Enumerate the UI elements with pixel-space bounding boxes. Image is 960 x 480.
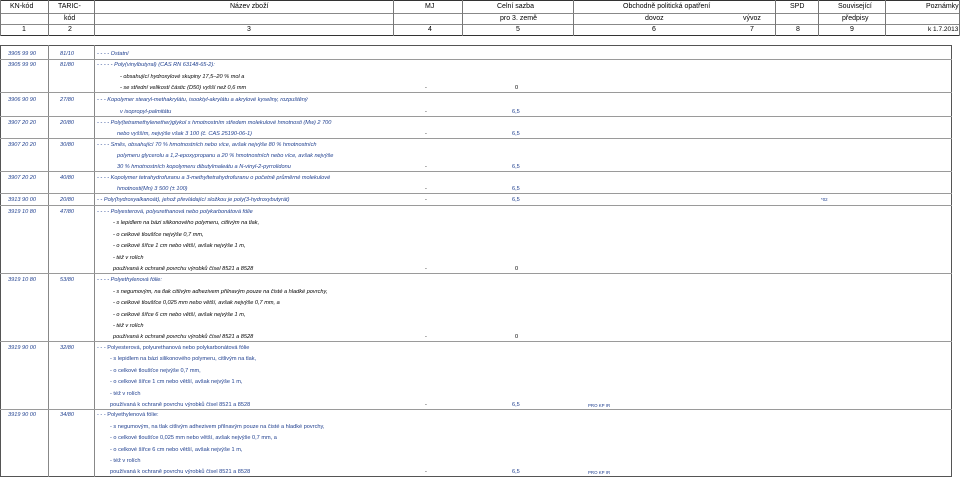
description-line: - o celkové tloušťce 0,025 mm nebo větší, avšak nejvýše 0,7 mm, a <box>113 300 280 306</box>
description-line: - - - - Polyethylenová fólie: <box>97 277 162 283</box>
kn-code: 3913 90 00 <box>8 197 36 203</box>
header-export: vývoz <box>743 15 761 22</box>
unit-value: - <box>425 85 427 91</box>
kn-code: 3907 20 20 <box>8 175 36 181</box>
unit-value: - <box>425 334 427 340</box>
header-description: Název zboží <box>230 3 269 10</box>
header-duty: Celní sazba <box>497 3 534 10</box>
kn-code: 3905 99 90 <box>8 51 36 57</box>
description-line: polymeru glycerolu a 1,2-epoxypropanu a 20 % hmotnostních nebo více, avšak nejvýše <box>117 153 334 159</box>
header-kn-code: KN-kód <box>10 3 34 10</box>
description-line: - - - Polyesterová, polyurethanová nebo polykarbonátová fólie <box>97 345 250 351</box>
header-third-countries: pro 3. země <box>500 15 537 22</box>
description-line: - obsahující hydroxylové skupiny 17,5–20 % mol a <box>120 74 245 80</box>
header-col-3: 3 <box>247 26 251 33</box>
duty-rate: 0 <box>515 266 519 272</box>
header-import: dovoz <box>645 15 664 22</box>
kn-code: 3905 99 90 <box>8 62 36 68</box>
description-line: - s negumovým, na tlak citlivým adhezivem přilnavým pouze na čisté a hladké povrchy, <box>113 289 328 295</box>
unit-value: - <box>425 469 427 475</box>
header-notes: Poznámky <box>926 3 959 10</box>
description-line: - - - - Ostatní <box>97 51 129 57</box>
description-line: používaná k ochraně povrchu výrobků čísel 8521 a 8528 <box>110 402 251 408</box>
unit-value: - <box>425 186 427 192</box>
duty-rate: 6,5 <box>512 131 520 137</box>
description-line: - o celkové tloušťce nejvýše 0,7 mm, <box>113 232 204 238</box>
unit-value: - <box>425 131 427 137</box>
description-line: nebo vyšším, nejvýše však 3 100 (č. CAS 25190-06-1) <box>117 131 252 137</box>
description-line: - o celkové šířce 6 cm nebo větší, avšak nejvýše 1 m, <box>113 312 246 318</box>
taric-code: 81/10 <box>60 51 74 57</box>
taric-code: 47/80 <box>60 209 74 215</box>
kn-code: 3907 20 20 <box>8 120 36 126</box>
description-line: - se střední velikostí částic (D50) vyšší než 0,6 mm <box>120 85 247 91</box>
note-badge: *02 <box>821 197 828 202</box>
header-col-9: 9 <box>850 26 854 33</box>
taric-code: 40/80 <box>60 175 74 181</box>
description-line: - o celkové šířce 1 cm nebo větší, avšak nejvýše 1 m, <box>110 379 243 385</box>
duty-rate: 0 <box>515 85 519 91</box>
kn-code: 3919 90 00 <box>8 412 36 418</box>
header-col-4: 4 <box>428 26 432 33</box>
description-line: - též v rolích <box>113 323 144 329</box>
duty-rate: 6,5 <box>512 197 520 203</box>
description-line: - též v rolích <box>110 391 141 397</box>
header-regulations: předpisy <box>842 15 869 22</box>
header-related: Související <box>838 3 872 10</box>
description-line: - - - - Poly(tetramethylenether)glykol s hmotnostním středem molekulové hmotnosti (Mw) 2 700 <box>97 120 332 126</box>
description-line: 30 % hmotnostních kopolymeru dibutylmaleátu a N-vinyl-2-pyrrolidonu <box>117 164 291 170</box>
taric-code: 20/80 <box>60 120 74 126</box>
description-line: používaná k ochraně povrchu výrobků čísel 8521 a 8528 <box>113 266 254 272</box>
description-line: - o celkové šířce 1 cm nebo větší, avšak nejvýše 1 m, <box>113 243 246 249</box>
duty-rate: 6,5 <box>512 164 520 170</box>
description-line: používaná k ochraně povrchu výrobků čísel 8521 a 8528 <box>113 334 254 340</box>
description-line: - o celkové tloušťce nejvýše 0,7 mm, <box>110 368 201 374</box>
description-line: - - Poly(hydroxyalkanoát), jehož převládající složkou je poly(3-hydroxybutyrát) <box>97 197 290 203</box>
measure-code: PRO KP IR <box>588 470 611 475</box>
header-trade-measures: Obchodně politická opatření <box>623 3 711 10</box>
description-line: hmotnosti(Mn) 3 500 (± 100) <box>117 186 188 192</box>
duty-rate: 6,5 <box>512 402 520 408</box>
header-col-6: 6 <box>652 26 656 33</box>
description-line: - o celkové tloušťce 0,025 mm nebo větší, avšak nejvýše 0,7 mm, a <box>110 435 277 441</box>
taric-code: 20/80 <box>60 197 74 203</box>
duty-rate: 6,5 <box>512 469 520 475</box>
header-taric: TARIC- <box>58 3 81 10</box>
header-date: k 1.7.2013 <box>928 26 959 33</box>
description-line: - s lepidlem na bázi silikonového polymeru, citlivým na tlak, <box>110 356 257 362</box>
unit-value: - <box>425 402 427 408</box>
description-line: - - - - Kopolymer tetrahydrofuranu a 3-methyltetrahydrofuranu o početně průměrné molekulové <box>97 175 331 181</box>
description-line: - s lepidlem na bázi silikonového polymeru, citlivým na tlak, <box>113 220 260 226</box>
duty-rate: 0 <box>515 334 519 340</box>
kn-code: 3919 90 00 <box>8 345 36 351</box>
description-line: - - - Polyethylenová fólie: <box>97 412 159 418</box>
duty-rate: 6,5 <box>512 186 520 192</box>
kn-code: 3919 10 80 <box>8 277 36 283</box>
description-line: používaná k ochraně povrchu výrobků čísel 8521 a 8528 <box>110 469 251 475</box>
taric-code: 53/80 <box>60 277 74 283</box>
header-col-1: 1 <box>22 26 26 33</box>
taric-code: 81/80 <box>60 62 74 68</box>
header-taric-kod: kód <box>64 15 76 22</box>
description-line: - - - - Polyesterová, polyurethanová nebo polykarbonátová fólie <box>97 209 253 215</box>
description-line: - - - - - Poly(vinylbutyral) (CAS RN 63148-65-2): <box>97 62 215 68</box>
measure-code: PRO KP IR <box>588 403 611 408</box>
unit-value: - <box>425 266 427 272</box>
unit-value: - <box>425 109 427 115</box>
unit-value: - <box>425 197 427 203</box>
taric-code: 34/80 <box>60 412 74 418</box>
kn-code: 3906 90 90 <box>8 97 36 103</box>
description-line: - s negumovým, na tlak citlivým adhezivem přilnavým pouze na čisté a hladké povrchy, <box>110 424 325 430</box>
taric-code: 30/80 <box>60 142 74 148</box>
kn-code: 3919 10 80 <box>8 209 36 215</box>
taric-code: 27/80 <box>60 97 74 103</box>
header-col-7: 7 <box>750 26 754 33</box>
description-line: - o celkové šířce 6 cm nebo větší, avšak nejvýše 1 m, <box>110 447 243 453</box>
header-unit: MJ <box>425 3 435 10</box>
header-col-2: 2 <box>68 26 72 33</box>
description-line: - - - - Směs, obsahující 70 % hmotnostních nebo více, avšak nejvýše 80 % hmotnostních <box>97 142 317 148</box>
unit-value: - <box>425 164 427 170</box>
description-line: v isopropyl-palmitátu <box>120 109 172 115</box>
header-col-5: 5 <box>516 26 520 33</box>
duty-rate: 6,5 <box>512 109 520 115</box>
kn-code: 3907 20 20 <box>8 142 36 148</box>
description-line: - též v rolích <box>110 458 141 464</box>
header-spd: SPD <box>790 3 805 10</box>
description-line: - - - Kopolymer stearyl-methakrylátu, isooktyl-akrylátu a akrylové kyseliny, rozpuštěný <box>97 97 308 103</box>
description-line: - též v rolích <box>113 255 144 261</box>
taric-code: 32/80 <box>60 345 74 351</box>
header-col-8: 8 <box>796 26 800 33</box>
